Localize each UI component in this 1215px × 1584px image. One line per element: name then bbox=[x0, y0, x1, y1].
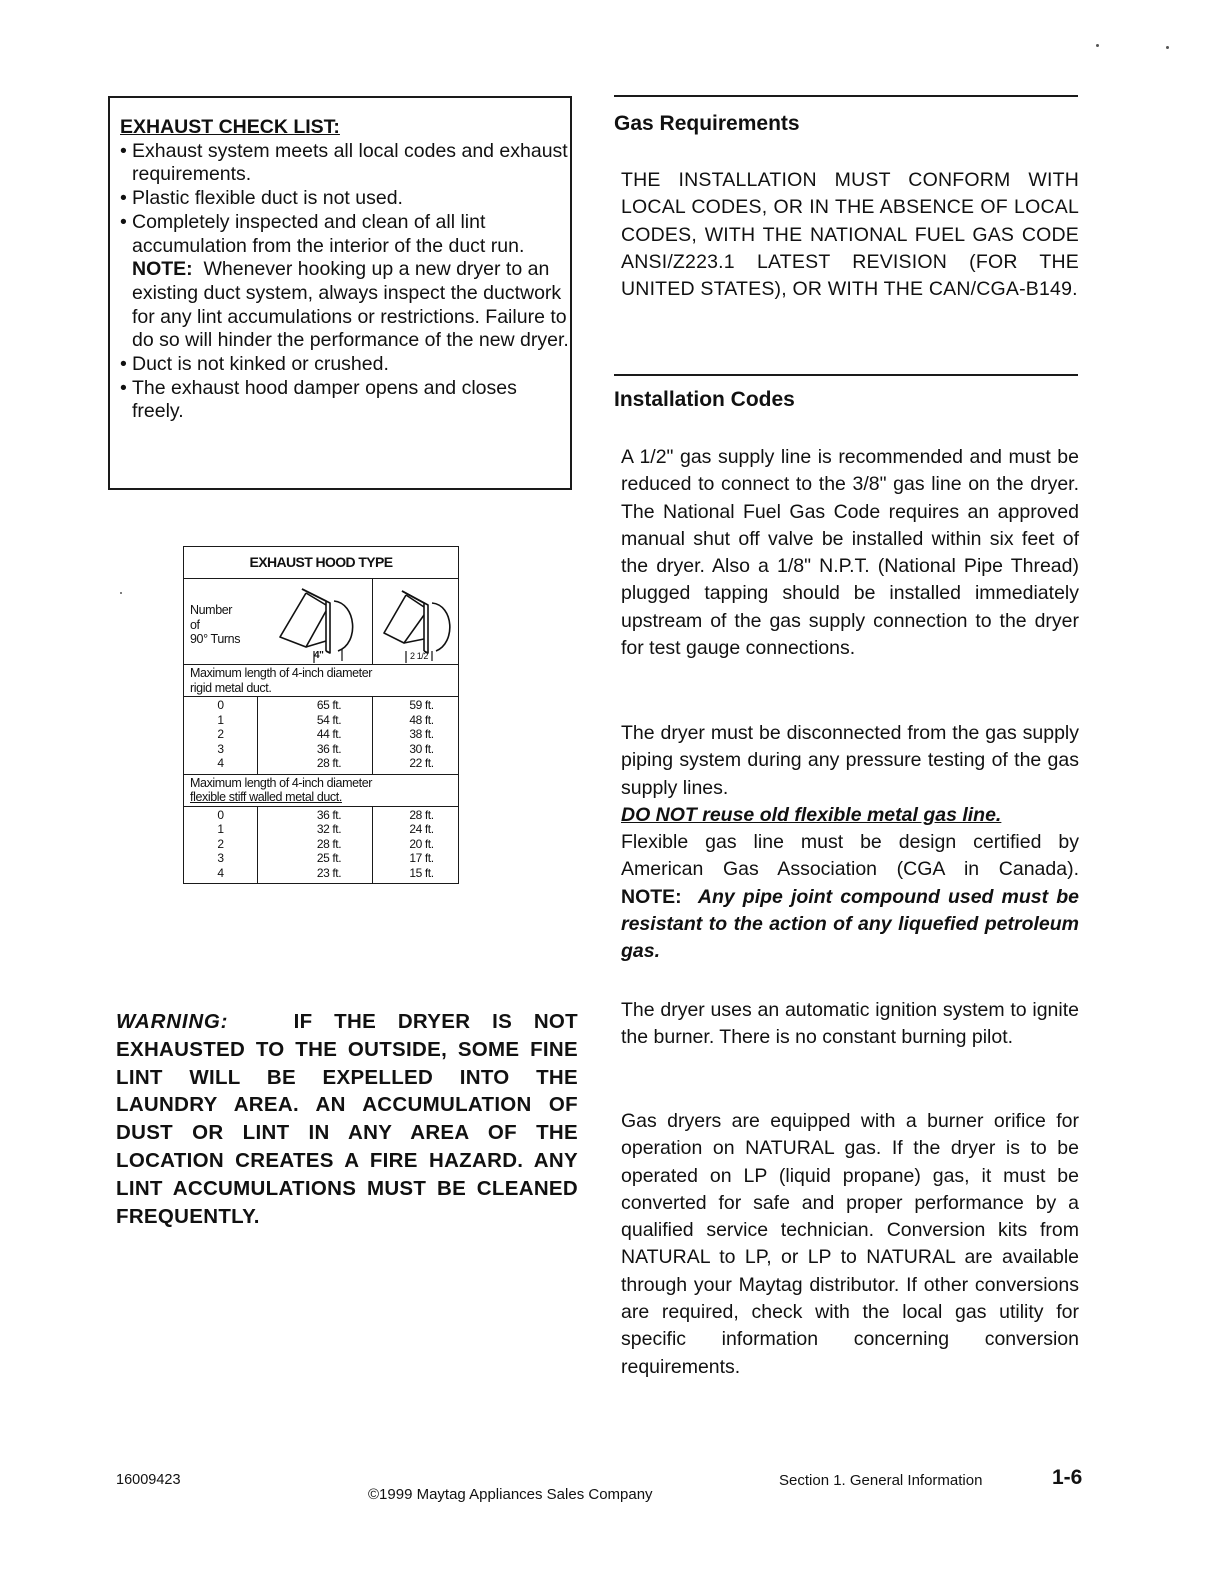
exhaust-checklist-box bbox=[108, 96, 572, 490]
table-cell: 20 ft. bbox=[409, 836, 434, 851]
table-cell: 2 bbox=[217, 836, 224, 851]
bullet-icon: • bbox=[120, 187, 127, 210]
rigid-duct-section-heading bbox=[184, 664, 458, 696]
danger-text: DO NOT reuse old flexible metal gas line. bbox=[621, 803, 1002, 826]
table-cell: 3 bbox=[217, 741, 224, 756]
bullet-icon: • bbox=[120, 376, 127, 399]
section-divider bbox=[614, 374, 1078, 376]
table-cell: 48 ft. bbox=[409, 712, 434, 727]
table-cell: 3 bbox=[217, 851, 224, 865]
page-number: 1-6 bbox=[1052, 1466, 1083, 1489]
table-cell: 2 bbox=[217, 727, 224, 741]
table-cell: 30 ft. bbox=[409, 741, 434, 756]
turns-label-line: Number bbox=[190, 603, 233, 617]
table-cell: 1 bbox=[217, 712, 224, 727]
disconnect-text: The dryer must be disconnected from the gas supply piping system during any pressure testing of the gas supply lines. bbox=[621, 722, 1079, 799]
section-heading-line: Maximum length of 4-inch diameter bbox=[190, 666, 373, 680]
certification-text: Flexible gas line must be design certified by American Gas Association (CGA in Canada). bbox=[621, 831, 1079, 881]
installation-codes-title: Installation Codes bbox=[614, 388, 795, 411]
table-cell: 0 bbox=[217, 807, 224, 822]
table-cell: 44 ft. bbox=[316, 727, 342, 741]
turns-column bbox=[184, 697, 257, 774]
note-text: Whenever hooking up a new dryer to an existing duct system, always inspect the ductwork for any lint accumulations or restrictions. Failure to do so will hinder the performance of the new dryer. bbox=[132, 258, 569, 352]
checklist-item-text: Exhaust system meets all local codes and exhaust requirements. bbox=[132, 139, 568, 186]
bullet-icon: • bbox=[120, 210, 127, 233]
installation-codes-paragraph: A 1/2" gas supply line is recommended and must be reduced to connect to the 3/8" gas line on the dryer. The National Fuel Gas Code requires an approved manual shut off valve be installed within six feet of the dryer. Also a 1/8" N.P.T. (National Pipe Thread) plugged tapping should be installed immediately upstream of the gas supply connection to the dryer for test gauge connections. bbox=[621, 446, 1079, 660]
table-cell: 23 ft. bbox=[316, 865, 342, 880]
flexible-duct-data bbox=[184, 806, 458, 884]
hood-dimension-b: 2 1/2 bbox=[410, 651, 429, 661]
hood-b-column bbox=[372, 807, 458, 884]
table-cell: 38 ft. bbox=[409, 727, 434, 741]
flexible-duct-section-heading bbox=[184, 774, 458, 806]
table-cell: 54 ft. bbox=[316, 712, 342, 727]
bullet-icon: • bbox=[120, 353, 127, 376]
checklist-item bbox=[120, 140, 570, 187]
gas-requirements-title: Gas Requirements bbox=[614, 112, 800, 135]
table-cell: 22 ft. bbox=[409, 756, 434, 770]
ignition-paragraph: The dryer uses an automatic ignition system to ignite the burner. There is no constant burning pilot. bbox=[621, 999, 1079, 1049]
table-cell: 36 ft. bbox=[316, 807, 342, 822]
note-text: Any pipe joint compound used must be resistant to the action of any liquefied petroleum gas. bbox=[621, 885, 1079, 963]
checklist-item bbox=[120, 187, 570, 211]
section-heading-line: flexible stiff walled metal duct. bbox=[190, 790, 342, 804]
table-cell: 1 bbox=[217, 822, 224, 836]
column-divider bbox=[372, 579, 373, 664]
table-cell: 36 ft. bbox=[316, 741, 342, 756]
checklist-item-text: Completely inspected and clean of all lint accumulation from the interior of the duct run. bbox=[132, 210, 525, 257]
turns-label-line: of bbox=[190, 617, 200, 632]
warning-block bbox=[116, 1008, 578, 1230]
table-cell: 0 bbox=[217, 698, 224, 712]
exhaust-hood-table bbox=[183, 546, 459, 884]
hood-type-row bbox=[184, 578, 458, 664]
conversion-paragraph: Gas dryers are equipped with a burner orifice for operation on NATURAL gas. If the dryer is to be operated on LP (liquid propane) gas, it must be converted for safe and proper performance by a qualified service technician. Conversion kits from NATURAL to LP, or LP to NATURAL are available through your Maytag distributor. If other conversions are required, check with the local gas utility for specific information concerning conversion requirements. bbox=[621, 1110, 1079, 1378]
table-cell: 28 ft. bbox=[409, 807, 434, 822]
section-heading-line: Maximum length of 4-inch diameter bbox=[190, 775, 373, 790]
table-cell: 65 ft. bbox=[316, 698, 342, 712]
table-cell: 28 ft. bbox=[316, 836, 342, 851]
table-cell: 15 ft. bbox=[409, 865, 434, 880]
note-label: NOTE: bbox=[132, 258, 193, 281]
hood-a-column bbox=[257, 807, 372, 884]
checklist-item-text: Duct is not kinked or crushed. bbox=[132, 353, 389, 376]
table-cell: 17 ft. bbox=[409, 851, 434, 865]
section-divider bbox=[614, 95, 1078, 97]
table-cell: 25 ft. bbox=[316, 851, 342, 865]
table-cell: 4 bbox=[217, 865, 224, 880]
table-cell: 32 ft. bbox=[316, 822, 342, 836]
table-cell: 4 bbox=[217, 756, 224, 770]
turns-label-line: 90° Turns bbox=[190, 632, 241, 646]
checklist-item bbox=[120, 353, 570, 377]
checklist-item-text: Plastic flexible duct is not used. bbox=[132, 187, 403, 210]
hood-dimension-a: 4" bbox=[314, 650, 324, 661]
turns-column bbox=[184, 807, 257, 884]
warning-text: IF THE DRYER IS NOT EXHAUSTED TO THE OUTSIDE, SOME FINE LINT WILL BE EXPELLED INTO THE LAUNDRY AREA. AN ACCUMULATION OF DUST OR LINT IN ANY AREA OF THE LOCATION CREATES A FIRE HAZARD. ANY LINT ACCUMULATIONS MUST BE CLEANED FREQUENTLY. bbox=[116, 1010, 578, 1228]
table-cell: 59 ft. bbox=[409, 698, 434, 712]
disconnect-paragraph bbox=[621, 720, 1079, 966]
checklist-note bbox=[120, 258, 570, 353]
turns-label bbox=[190, 603, 240, 647]
table-cell: 24 ft. bbox=[409, 822, 434, 836]
checklist-item-text: The exhaust hood damper opens and closes freely. bbox=[132, 376, 517, 423]
copyright: ©1999 Maytag Appliances Sales Company bbox=[368, 1486, 653, 1503]
checklist-item bbox=[120, 211, 570, 258]
hood-table-title: EXHAUST HOOD TYPE bbox=[249, 554, 393, 570]
section-label: Section 1. General Information bbox=[779, 1472, 983, 1489]
gas-requirements-text: THE INSTALLATION MUST CONFORM WITH LOCAL CODES, OR IN THE ABSENCE OF LOCAL CODES, WITH THE NATIONAL FUEL GAS CODE ANSI/Z223.1 LATEST REVISION (FOR THE UNITED STATES), OR WITH THE CAN/CGA-B149. bbox=[621, 169, 1079, 301]
note-label: NOTE: bbox=[621, 885, 682, 908]
part-number: 16009423 bbox=[116, 1472, 181, 1488]
scan-speck bbox=[1096, 44, 1099, 47]
scan-speck bbox=[120, 592, 122, 594]
section-heading-line: rigid metal duct. bbox=[190, 680, 272, 695]
rigid-duct-data bbox=[184, 696, 458, 774]
warning-label: WARNING: bbox=[116, 1010, 229, 1033]
hood-b-column bbox=[372, 697, 458, 774]
scan-speck bbox=[1166, 46, 1169, 49]
table-cell: 28 ft. bbox=[316, 756, 342, 770]
checklist-item bbox=[120, 377, 570, 424]
hood-a-column bbox=[257, 697, 372, 774]
checklist-title: EXHAUST CHECK LIST: bbox=[120, 116, 340, 138]
bullet-icon: • bbox=[120, 139, 127, 162]
